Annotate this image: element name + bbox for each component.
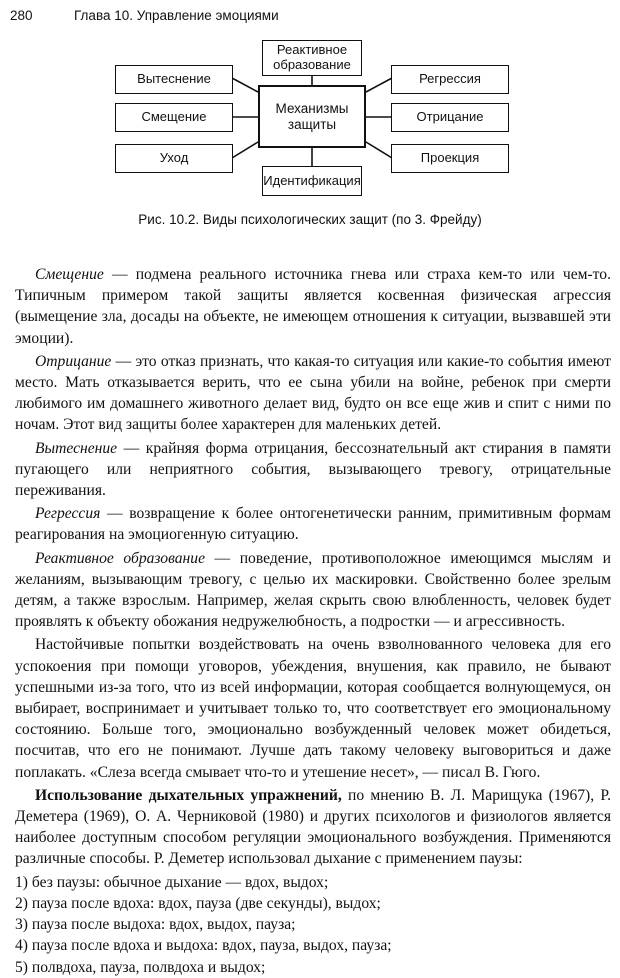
term: Отрицание [35, 352, 112, 370]
list-item: 1) без паузы: обычное дыхание — вдох, выдох; [15, 873, 329, 891]
center-box: Механизмы защиты [258, 85, 366, 148]
page-number: 280 [10, 8, 33, 23]
list-item: 2) пауза после вдоха: вдох, пауза (две секунды), выдох; [15, 894, 381, 912]
connector-right-1 [366, 78, 392, 92]
paragraph-reactive-formation [15, 548, 611, 633]
paragraph-text: — поведение, противоположное имеющимся мыслям и желаниям, вызывающим тревогу, с целью их маскировки. Свойственно более зрелым детям, а также взрослым. Например, желая скрыть свою влюбленность, человек будет проявлять к объекту обожания недружелюбность, а подростки — и агрессивность. [15, 549, 611, 631]
paragraph-text: — это отказ признать, что какая-то ситуация или какие-то события имеют место. Мать отказывается верить, что ее сына убили на войне, ребенок при смерти любимого им домашнего животного делает вид, будто он все еще жив и спит с ними по ночам. Этот вид защиты более характерен для маленьких детей. [15, 352, 611, 434]
box-regression: Регрессия [391, 65, 509, 94]
connector-right-3 [366, 142, 392, 158]
box-projection: Проекция [391, 144, 509, 173]
paragraph-repression [15, 438, 611, 502]
list-item: 3) пауза после выдоха: вдох, выдох, пауза; [15, 916, 296, 934]
term: Реактивное образование [35, 549, 206, 567]
body-text [15, 264, 611, 978]
figure-caption: Рис. 10.2. Виды психологических защит (по 3. Фрейду) [138, 212, 482, 227]
paragraph-denial [15, 351, 611, 436]
term: Смещение [35, 266, 104, 283]
list-item: 5) полвдоха, пауза, полвдоха и выдох; [15, 958, 266, 976]
paragraph-text: — подмена реального источника гнева или страха кем-то или чем-то. Типичным примером такой защиты является косвенная физическая агрессия (вымещение зла, досады на объекте, не имеющем отношения к ситуации, вызвавшей эти эмоции). [15, 266, 611, 347]
term: Вытеснение [35, 439, 118, 457]
box-withdrawal: Уход [115, 144, 233, 173]
box-displacement: Смещение [115, 103, 233, 132]
connector-left-3 [232, 142, 258, 158]
connector-left-1 [232, 78, 258, 92]
box-denial: Отрицание [391, 103, 509, 132]
paragraph-text: — возвращение к более онтогенетически ранним, примитивным формам реагирования на эмоциогенную ситуацию. [15, 505, 611, 544]
paragraph-persuasion: Настойчивые попытки воздействовать на очень взволнованного человека для его успокоения при помощи уговоров, убеждения, внушения, как правило, не бывают успешными из-за того, что из всей информации, которая сообщается волнующемуся, он выбирает, воспринимает и учитывает только то, что соответствует его эмоциональному состоянию. Больше того, эмоционально возбужденный человек может обидеться, посчитав, что его не понимают. Лучше дать такому человеку выговориться и даже поплакать. «Слеза всегда смывает что-то и утешение несет», — писал В. Гюго. [15, 636, 611, 781]
list-item: 4) пауза после вдоха и выдоха: вдох, пауза, выдох, пауза; [15, 937, 392, 955]
paragraph-displacement [15, 264, 611, 349]
paragraph-breathing [15, 785, 611, 870]
box-repression: Вытеснение [115, 65, 233, 94]
box-reactive-formation: Реактивное образование [262, 40, 362, 76]
bold-term: Использование дыхательных упражнений, [35, 786, 342, 804]
paragraph-text: — крайняя форма отрицания, бессознательный акт стирания в памяти пугающего или неприятного события, вызывающего тревогу, отрицательные переживания. [15, 439, 611, 500]
paragraph-regression [15, 503, 611, 545]
paragraph-text: по мнению В. Л. Марищука (1967), Р. Деметера (1969), О. А. Черниковой (1980) и других психологов и физиологов является наиболее доступным способом регуляции эмоционального возбуждения. Применяются различные способы. Р. Деметер использовал дыхание с применением паузы: [15, 786, 612, 868]
chapter-title: Глава 10. Управление эмоциями [74, 8, 279, 23]
term: Регрессия [35, 505, 101, 523]
box-identification: Идентификация [262, 166, 362, 196]
